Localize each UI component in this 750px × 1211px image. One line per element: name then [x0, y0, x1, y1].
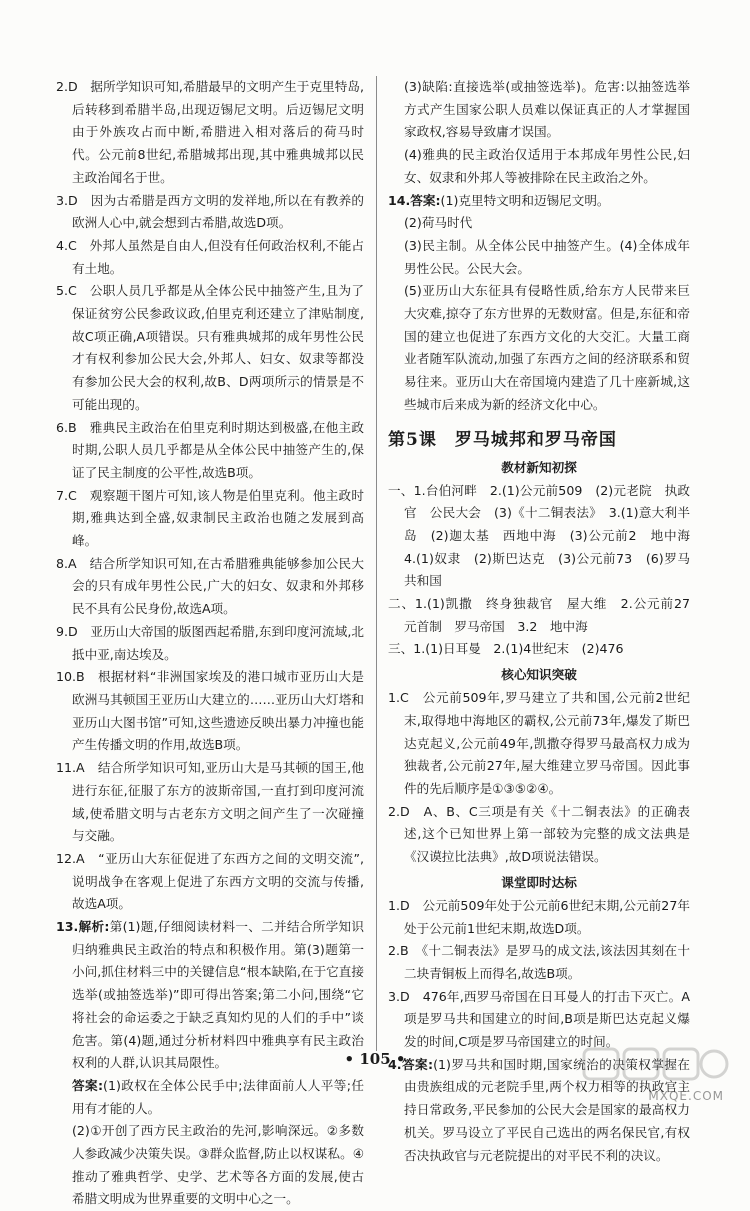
answer-item: [56, 666, 364, 757]
answer-text: (1)克里特文明和迈锡尼文明。: [440, 192, 610, 208]
right-top-answers: [388, 76, 690, 417]
answer-text: (3)民主制。从全体公民中抽签产生。(4)全体成年男性公民。公民大会。: [404, 237, 690, 276]
section-textbook-items: [388, 480, 703, 662]
answer-text: 1.C 公元前509年,罗马建立了共和国,公元前2世纪末,取得地中海地区的霸权,公元前73年,爆发了斯巴达克起义,公元前49年,凯撒夺得罗马最高权力成为独裁者,公元前27年,屋大维建立罗马帝国。因此事件的先后顺序是①③⑤②④。: [388, 690, 690, 796]
answer-text: (2)荷马时代: [404, 215, 473, 231]
answer-text: (1)政权在全体公民手中;法律面前人人平等;任用有才能的人。: [72, 1077, 364, 1116]
answer-item: [388, 480, 703, 594]
answer-item: [56, 280, 364, 416]
answer-text: 4.C 外邦人虽然是自由人,但没有任何政治权利,不能占有土地。: [56, 237, 364, 276]
answer-item: [56, 553, 364, 621]
answer-item: [56, 485, 364, 553]
answer-text: 2.D A、B、C三项是有关《十二铜表法》的正确表述,这个已知世界上第一部较为完整的成文法典是《汉谟拉比法典》,故D项说法错误。: [388, 803, 690, 865]
answer-text: 10.B 根据材料“非洲国家埃及的港口城市亚历山大是欧洲马其顿国王亚历山大建立的……亚历山大灯塔和亚历山大图书馆”可知,这些遗迹反映出暴力冲撞也能产生传播文明的作用,故选B项。: [56, 669, 364, 753]
section-heading-classroom: 课堂即时达标: [501, 874, 577, 890]
answer-item: [388, 212, 690, 235]
answer-item: [388, 235, 690, 280]
section-heading-core: 核心知识突破: [501, 667, 577, 683]
answer-text: (2)①开创了西方民主政治的先河,影响深远。②多数人参政减少决策失误。③群众监督,防止以权谋私。④推动了雅典哲学、史学、艺术等各方面的发展,使古希腊文明成为世界重要的文明中心之一。: [72, 1123, 364, 1207]
section-classroom-items: [388, 895, 690, 1167]
answer-item: [56, 235, 364, 280]
answer-text: 3.D 476年,西罗马帝国在日耳曼人的打击下灭亡。A项是罗马共和国建立的时间,B项是斯巴达克起义爆发的时间,C项是罗马帝国建立的时间。: [388, 988, 690, 1050]
lesson-title: 第5课 罗马城邦和罗马帝国: [388, 429, 617, 450]
answer-item: [56, 76, 364, 190]
answer-text: 8.A 结合所学知识可知,在古希腊雅典能够参加公民大会的只有成年男性公民,广大的妇女、奴隶和外邦移民不具有公民身份,故选A项。: [56, 555, 364, 617]
left-column: [56, 76, 364, 1211]
page-number: • 105 •: [344, 1050, 406, 1068]
answer-text: 一、1.台伯河畔 2.(1)公元前509 (2)元老院 执政官 公民大会 (3)《十二铜表法》 3.(1)意大利半岛 (2)迦太基 西地中海 (3)公元前2 地中海 4.(1)奴隶 (2)斯巴达克 (3)公元前73 (6)罗马共和国: [388, 482, 703, 589]
answer-item: [56, 1120, 364, 1211]
answer-text: (4)雅典的民主政治仅适用于本邦成年男性公民,妇女、奴隶和外邦人等被排除在民主政治之外。: [404, 147, 690, 185]
answer-item: [388, 687, 690, 801]
answer-item: [388, 280, 690, 416]
answer-lead: 13.解析:: [56, 919, 110, 935]
answer-item: [388, 940, 690, 985]
answer-text: 3.D 因为古希腊是西方文明的发祥地,所以在有教养的欧洲人心中,就会想到古希腊,故选D项。: [56, 192, 364, 231]
answer-item: [388, 76, 690, 144]
answer-lead: 答案:: [72, 1077, 104, 1093]
answer-item: [388, 801, 690, 869]
watermark-text: MXQE.COM: [648, 1089, 724, 1103]
answer-lead: 4.答案:: [388, 1056, 434, 1072]
answer-text: 6.B 雅典民主政治在伯里克利时期达到极盛,在他主政时期,公职人员几乎都是从全体公民中抽签产生的,保证了民主制度的公平性,故选B项。: [56, 419, 364, 480]
answer-text: (3)缺陷:直接选举(或抽签选举)。危害:以抽签选举方式产生国家公职人员难以保证真正的人才掌握国家政权,容易导致庸才误国。: [404, 79, 690, 140]
answer-text: 2.D 据所学知识可知,希腊最早的文明产生于克里特岛,后转移到希腊半岛,出现迈锡尼文明。后迈锡尼文明由于外族攻占而中断,希腊进入相对落后的荷马时代。公元前8世纪,希腊城邦出现,其中雅典城邦以民主政治闻名于世。: [56, 79, 364, 185]
answer-item: [56, 757, 364, 848]
answer-text: 第(1)题,仔细阅读材料一、二并结合所学知识归纳雅典民主政治的特点和积极作用。第(3)题第一小问,抓住材料三中的关键信息“根本缺陷,在于它直接选举(或抽签选举)”即可得出答案;第二小问,围绕“它将社会的命运委之于缺乏真知灼见的人们的手中”谈危害。第(4)题,通过分析材料四中雅典享有民主政治权利的人群,认识其局限性。: [72, 919, 364, 1071]
answer-item: [56, 417, 364, 485]
answer-lead: 14.答案:: [388, 192, 441, 208]
answer-text: 5.C 公职人员几乎都是从全体公民中抽签产生,且为了保证贫穷公民参政议政,伯里克利还建立了津贴制度,故C项正确,A项错误。只有雅典城邦的成年男性公民才有权利参加公民大会,外邦人、妇女、奴隶等都没有参加公民大会的权利,故B、D两项所示的情景是不可能出现的。: [56, 283, 364, 412]
answer-text: 2.B 《十二铜表法》是罗马的成文法,该法因其刻在十二块青铜板上而得名,故选B项。: [388, 943, 690, 981]
answer-item: [388, 593, 703, 638]
answer-item: [56, 621, 364, 666]
answer-item: [388, 895, 690, 940]
answer-text: 二、1.(1)凯撒 终身独裁官 屋大维 2.公元前27 元首制 罗马帝国 3.2 地中海: [388, 596, 703, 634]
answer-item: [56, 848, 364, 916]
answer-item: [388, 144, 690, 189]
right-column: [388, 76, 703, 1167]
answer-text: (1)罗马共和国时期,国家统治的决策权掌握在由贵族组成的元老院手里,两个权力相等的执政官主持日常政务,平民参加的公民大会是国家的最高权力机关。罗马设立了平民自己选出的两名保民官,有权否决执政官与元老院提出的对平民不利的决议。: [404, 1056, 690, 1163]
answer-item: [388, 638, 690, 661]
column-divider: [376, 76, 377, 1051]
answer-item: [388, 190, 690, 213]
section-heading-textbook: 教材新知初探: [501, 459, 577, 475]
answer-item: [56, 1075, 364, 1120]
answer-text: 11.A 结合所学知识可知,亚历山大是马其顿的国王,他进行东征,征服了东方的波斯帝国,一直打到印度河流域,使希腊文明与古老东方文明之间产生了一次碰撞与交融。: [56, 760, 364, 844]
answer-text: (5)亚历山大东征具有侵略性质,给东方人民带来巨大灾难,掠夺了东方世界的无数财富。但是,东征和帝国的建立也促进了东西方文化的大交汇。大量工商业者随军队流动,加强了东西方之间的经济联系和贸易往来。亚历山大在帝国境内建造了几十座新城,这些城市后来成为新的经济文化中心。: [404, 283, 690, 412]
section-core-items: [388, 687, 690, 869]
answer-text: 9.D 亚历山大帝国的版图西起希腊,东到印度河流域,北抵中亚,南达埃及。: [56, 623, 364, 662]
answer-text: 12.A “亚历山大东征促进了东西方之间的文明交流”,说明战争在客观上促进了东西方文明的交流与传播,故选A项。: [56, 850, 364, 912]
answer-text: 7.C 观察题干图片可知,该人物是伯里克利。他主政时期,雅典达到全盛,奴隶制民主政治也随之发展到高峰。: [56, 487, 364, 549]
answer-item: [56, 190, 364, 235]
answer-text: 1.D 公元前509年处于公元前6世纪末期,公元前27年处于公元前1世纪末期,故选D项。: [388, 897, 690, 936]
answer-text: 三、1.(1)日耳曼 2.(1)4世纪末 (2)476: [388, 641, 624, 657]
